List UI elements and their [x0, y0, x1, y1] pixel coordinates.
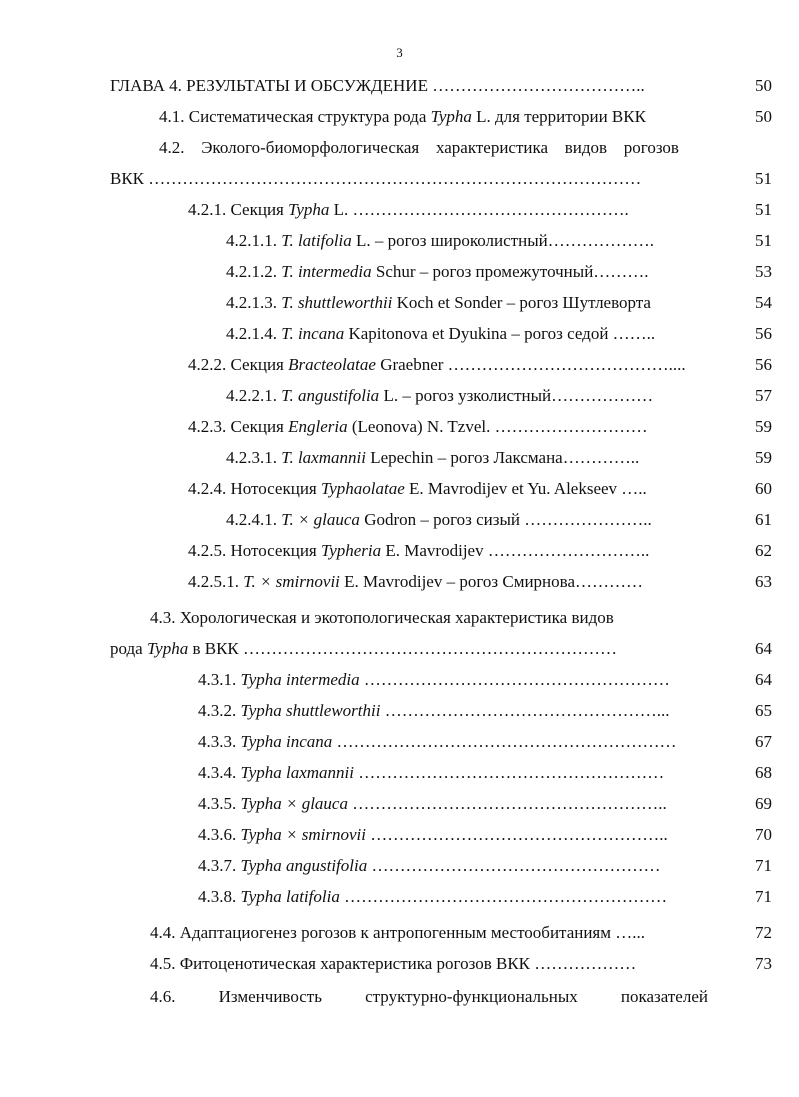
- toc-entry-4-3-cont: рода Typha в ВКК …………………………………………………………: [110, 639, 618, 658]
- page-ref: 61: [755, 510, 772, 529]
- toc-entry-4-2-1-4: 4.2.1.4. T. incana Kapitonova et Dyukina – рогоз седой ……..: [226, 324, 656, 343]
- toc-entry-4-3-4: 4.3.4. Typha laxmannii ………………………………………………: [198, 763, 665, 782]
- toc-entry-4-4: 4.4. Адаптациогенез рогозов к антропогенным местообитаниям …...: [150, 923, 646, 942]
- toc-entry-4-2-1-1: 4.2.1.1. T. latifolia L. – рогоз широколистный……………….: [226, 231, 654, 250]
- toc-entry-4-2: 4.2. Эколого-биоморфологическая характеристика видов рогозов: [159, 138, 679, 157]
- page-ref: 72: [755, 923, 772, 942]
- toc-entry-4-2-cont: ВКК ……………………………………………………………………………: [110, 169, 642, 188]
- page-ref: 56: [755, 324, 772, 343]
- page-ref: 51: [755, 200, 772, 219]
- toc-entry-4-2-5-1: 4.2.5.1. T. × smirnovii E. Mavrodijev – рогоз Смирнова…………: [188, 572, 643, 591]
- page-ref: 59: [755, 417, 772, 436]
- toc-entry-4-3: 4.3. Хорологическая и экотопологическая характеристика видов: [150, 608, 614, 627]
- toc-entry-4-6: 4.6. Изменчивость структурно-функциональных показателей: [150, 987, 708, 1006]
- page-ref: 56: [755, 355, 772, 374]
- toc-entry-4-3-3: 4.3.3. Typha incana ……………………………………………………: [198, 732, 677, 751]
- page-ref: 57: [755, 386, 772, 405]
- page-ref: 51: [755, 169, 772, 188]
- toc-entry-4-2-5: 4.2.5. Нотосекция Typheria E. Mavrodijev ………………………..: [188, 541, 650, 560]
- toc-entry-4-3-7: 4.3.7. Typha angustifolia ……………………………………………: [198, 856, 661, 875]
- page-ref: 53: [755, 262, 772, 281]
- page-ref: 73: [755, 954, 772, 973]
- page-ref: 71: [755, 856, 772, 875]
- toc-entry-4-2-1: 4.2.1. Секция Typha L. ………………………………………….: [188, 200, 629, 219]
- toc-entry-4-2-4-1: 4.2.4.1. T. × glauca Godron – рогоз сизый …………………..: [226, 510, 652, 529]
- toc-entry-4-2-3-1: 4.2.3.1. T. laxmannii Lepechin – рогоз Лаксмана…………..: [226, 448, 640, 467]
- page-ref: 62: [755, 541, 772, 560]
- page-ref: 60: [755, 479, 772, 498]
- page-ref: 59: [755, 448, 772, 467]
- toc-entry-4-2-1-2: 4.2.1.2. T. intermedia Schur – рогоз промежуточный……….: [226, 262, 649, 281]
- toc-entry-4-2-1-3: 4.2.1.3. T. shuttleworthii Koch et Sonder – рогоз Шутлеворта: [226, 293, 651, 312]
- page-ref: 63: [755, 572, 772, 591]
- page-ref: 68: [755, 763, 772, 782]
- toc-entry-4-5: 4.5. Фитоценотическая характеристика рогозов ВКК ………………: [150, 954, 637, 973]
- page-ref: 50: [755, 76, 772, 95]
- page-ref: 64: [755, 639, 772, 658]
- toc-entry-4-2-3: 4.2.3. Секция Engleria (Leonova) N. Tzvel. ………………………: [188, 417, 648, 436]
- toc-entry-4-3-6: 4.3.6. Typha × smirnovii ……………………………………………..: [198, 825, 668, 844]
- page-ref: 64: [755, 670, 772, 689]
- page-ref: 69: [755, 794, 772, 813]
- page-ref: 50: [755, 107, 772, 126]
- toc-entry-4-2-4: 4.2.4. Нотосекция Typhaolatae E. Mavrodijev et Yu. Alekseev …..: [188, 479, 647, 498]
- toc-entry-4-3-8: 4.3.8. Typha latifolia …………………………………………………: [198, 887, 668, 906]
- page-ref: 71: [755, 887, 772, 906]
- toc-entry-4-2-2: 4.2.2. Секция Bracteolatae Graebner …………………………………....: [188, 355, 686, 374]
- toc-entry-4-1: 4.1. Систематическая структура рода Typha L. для территории ВКК: [159, 107, 646, 126]
- toc-entry-4-3-2: 4.3.2. Typha shuttleworthii …………………………………………...: [198, 701, 670, 720]
- toc-entry-4-3-5: 4.3.5. Typha × glauca ………………………………………………..: [198, 794, 667, 813]
- toc-entry-chapter-4: ГЛАВА 4. РЕЗУЛЬТАТЫ И ОБСУЖДЕНИЕ ………………………………..: [110, 76, 645, 95]
- page-ref: 70: [755, 825, 772, 844]
- page-ref: 54: [755, 293, 772, 312]
- page-ref: 51: [755, 231, 772, 250]
- page-ref: 67: [755, 732, 772, 751]
- page-ref: 65: [755, 701, 772, 720]
- toc-entry-4-3-1: 4.3.1. Typha intermedia ………………………………………………: [198, 670, 670, 689]
- toc-entry-4-2-2-1: 4.2.2.1. T. angustifolia L. – рогоз узколистный………………: [226, 386, 654, 405]
- page-number: 3: [396, 45, 403, 60]
